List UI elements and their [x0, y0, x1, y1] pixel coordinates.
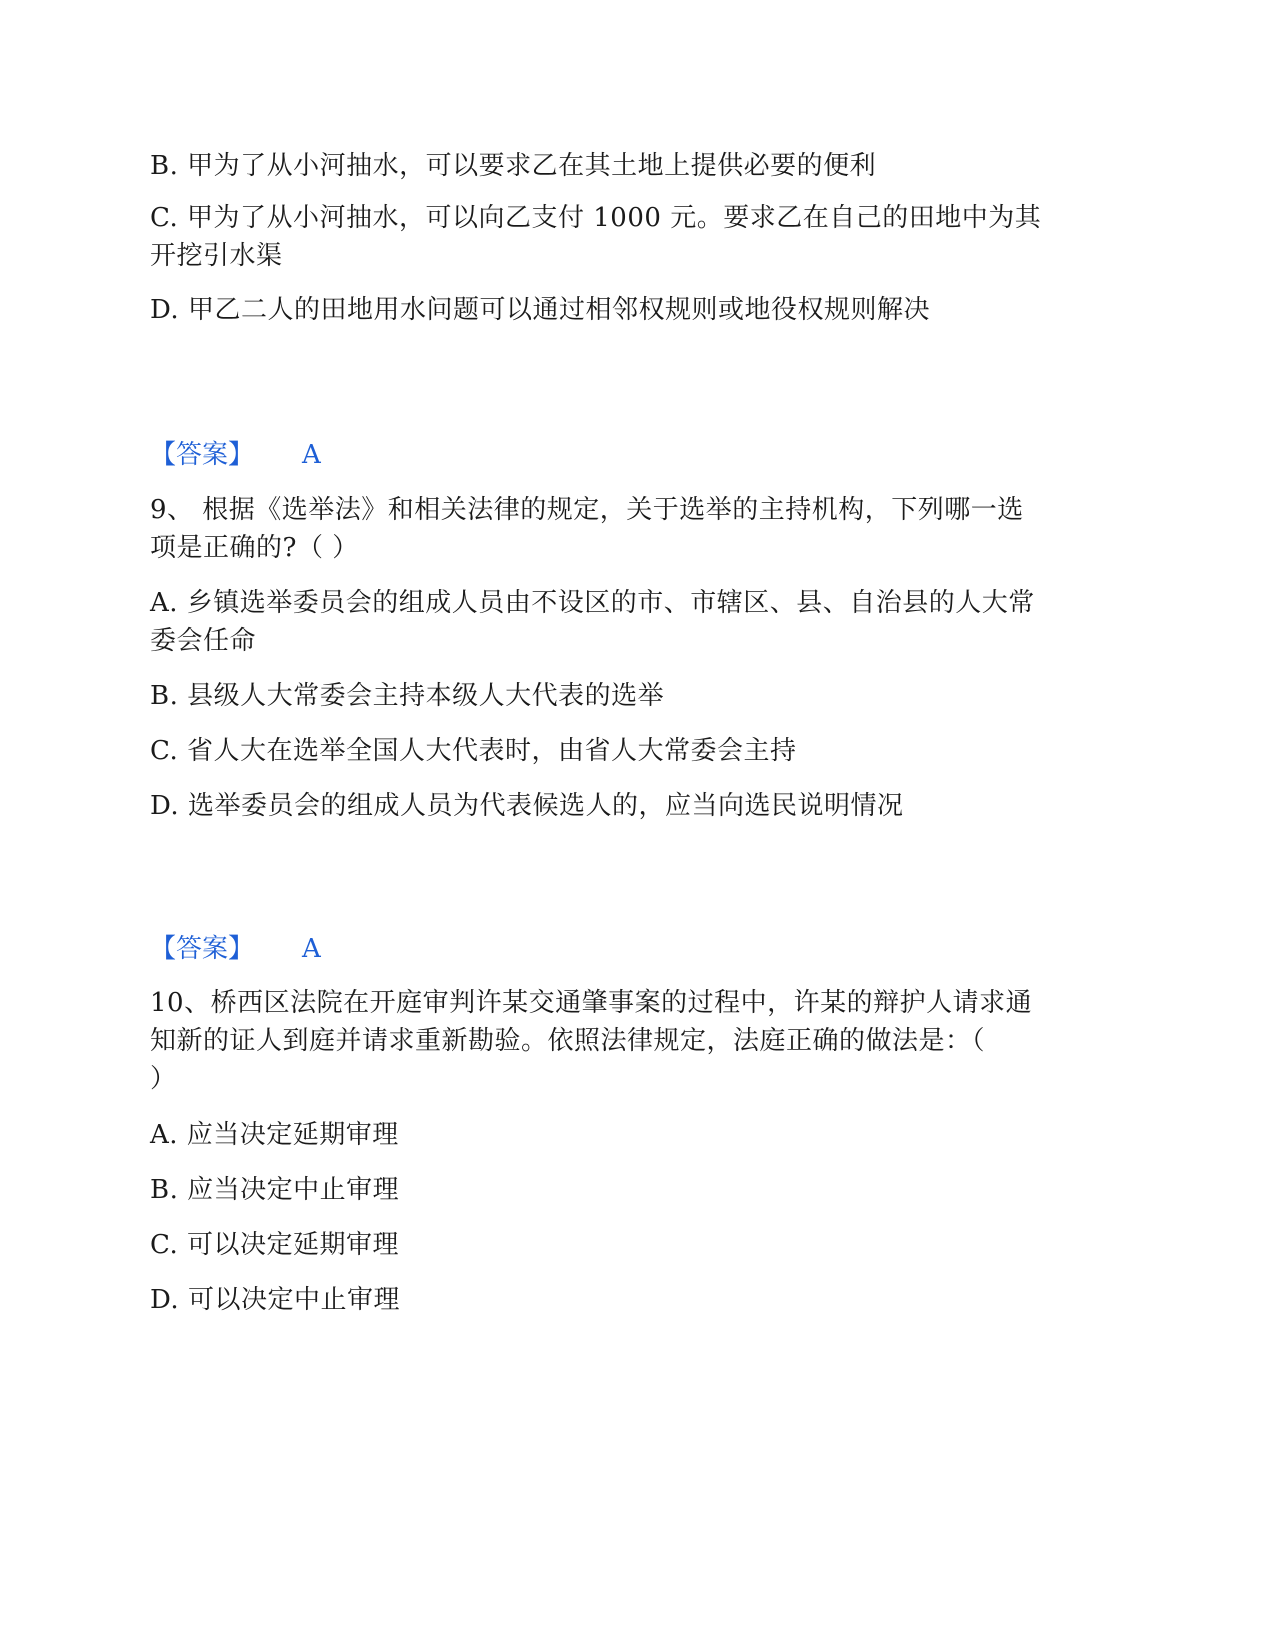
- q9-option-b: B. 县级人大常委会主持本级人大代表的选举: [150, 681, 665, 711]
- q10-stem-line2: 知新的证人到庭并请求重新勘验。依照法律规定，法庭正确的做法是：（: [150, 1026, 986, 1056]
- q10-option-c: C. 可以决定延期审理: [150, 1230, 399, 1260]
- q9-stem-line2: 项是正确的?（ ）: [150, 533, 359, 563]
- q8-option-d: D. 甲乙二人的田地用水问题可以通过相邻权规则或地役权规则解决: [150, 295, 930, 325]
- answer-label: 【答案】: [150, 440, 255, 470]
- q8-option-c-line2: 开挖引水渠: [150, 241, 283, 271]
- answer-value: A: [302, 440, 321, 470]
- q10-stem-line1: 10、桥西区法院在开庭审判许某交通肇事案的过程中，许某的辩护人请求通: [150, 988, 1033, 1018]
- answer-label: 【答案】: [150, 934, 255, 964]
- q10-option-a: A. 应当决定延期审理: [150, 1120, 399, 1150]
- q9-option-c: C. 省人大在选举全国人大代表时，由省人大常委会主持: [150, 736, 797, 766]
- q10-option-d: D. 可以决定中止审理: [150, 1285, 400, 1315]
- q10-option-b: B. 应当决定中止审理: [150, 1175, 400, 1205]
- q10-stem-line3: ）: [150, 1064, 177, 1094]
- answer-8: [150, 436, 321, 474]
- q9-option-d: D. 选举委员会的组成人员为代表候选人的，应当向选民说明情况: [150, 791, 904, 821]
- answer-9: [150, 930, 321, 968]
- q9-option-a-line2: 委会任命: [150, 626, 257, 656]
- q9-option-a-line1: A. 乡镇选举委员会的组成人员由不设区的市、市辖区、县、自治县的人大常: [150, 588, 1035, 618]
- answer-value: A: [302, 934, 321, 964]
- q8-option-b: B. 甲为了从小河抽水，可以要求乙在其土地上提供必要的便利: [150, 151, 877, 181]
- q8-option-c-line1: C. 甲为了从小河抽水，可以向乙支付 1000 元。要求乙在自己的田地中为其: [150, 203, 1042, 233]
- q9-stem-line1: 9、 根据《选举法》和相关法律的规定，关于选举的主持机构，下列哪一选: [150, 495, 1024, 525]
